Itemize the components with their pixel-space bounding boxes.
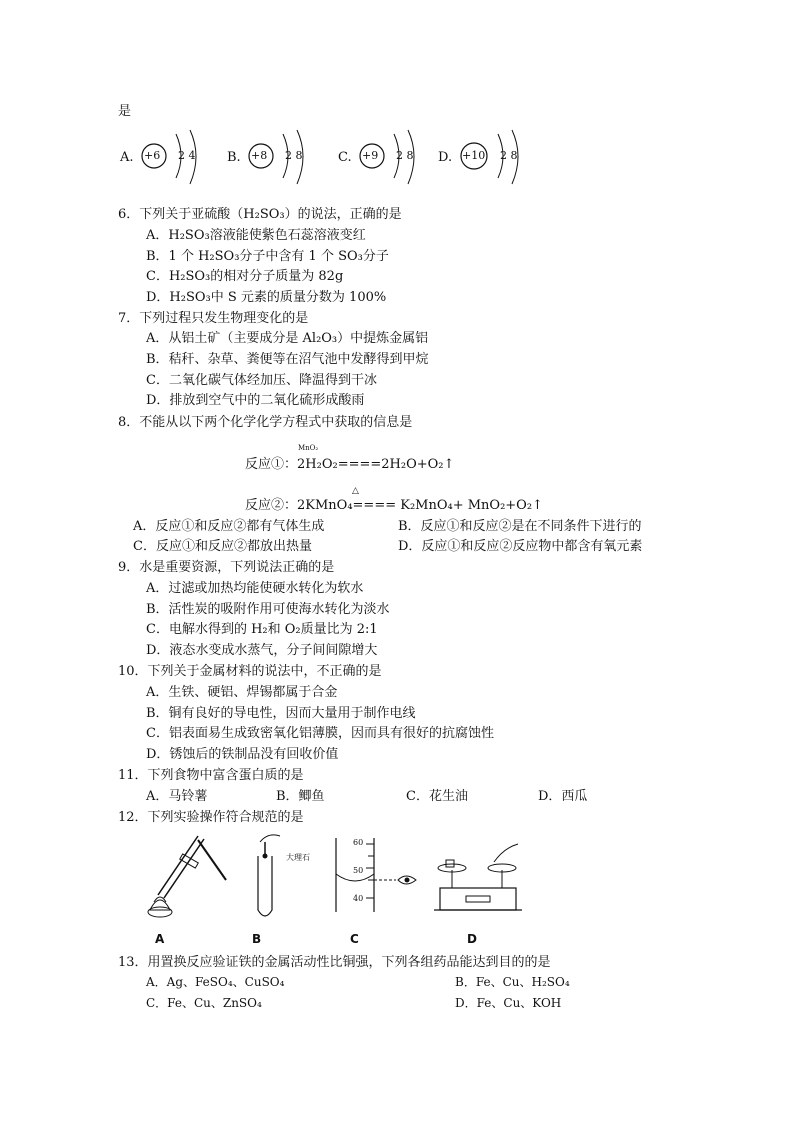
q6-option-d: D．H₂SO₃中 S 元素的质量分数为 100% [146, 290, 387, 305]
cylinder-tick-40: 40 [353, 894, 364, 903]
figure-label-b: B [252, 932, 262, 946]
option-letter: A. [120, 150, 134, 165]
atom-structure-diagram [227, 128, 317, 188]
marble-label: 大理石 [286, 853, 310, 862]
heat-condition-symbol: △ [352, 486, 359, 496]
q11-option-d: D．西瓜 [538, 789, 588, 804]
q10-option-a: A．生铁、硬铝、焊锡都属于合金 [146, 685, 338, 700]
atom-structure-diagram [120, 128, 210, 188]
q8-option-d: D．反应①和反应②反应物中都含有氧元素 [398, 539, 643, 554]
q10-option-b: B．铜有良好的导电性，因而大量用于制作电线 [146, 706, 416, 721]
atom-option-d [438, 128, 538, 188]
electron-shells: 2 4 [178, 149, 196, 162]
atom-option-b [227, 128, 317, 188]
figure-label-c: C [350, 932, 359, 946]
atom-option-c [338, 128, 428, 188]
question-11-stem: 11．下列食物中富含蛋白质的是 [118, 768, 304, 783]
q11-option-a: A．马铃薯 [146, 789, 208, 804]
q8-option-b: B．反应①和反应②是在不同条件下进行的 [398, 519, 642, 534]
question-5-stem-end: 是 [118, 104, 132, 119]
figure-label-a: A [155, 932, 165, 946]
cylinder-tick-50: 50 [353, 866, 364, 875]
q10-option-d: D．锈蚀后的铁制品没有回收价值 [146, 747, 339, 762]
atom-structure-diagram [338, 128, 428, 188]
q6-option-c: C．H₂SO₃的相对分子质量为 82g [146, 269, 344, 284]
q13-option-a: A．Ag、FeSO₄、CuSO₄ [146, 975, 285, 989]
electron-shells: 2 8 [500, 149, 518, 162]
option-letter: B. [227, 150, 241, 165]
heating-test-tube-illustration [140, 830, 235, 920]
question-12-stem: 12．下列实验操作符合规范的是 [118, 810, 304, 825]
q7-option-b: B．秸秆、杂草、粪便等在沼气池中发酵得到甲烷 [146, 352, 429, 367]
q7-option-c: C．二氧化碳气体经加压、降温得到干冰 [146, 373, 377, 388]
q11-option-c: C．花生油 [406, 789, 468, 804]
balance-scale-illustration [430, 838, 530, 918]
option-letter: D. [438, 150, 453, 165]
q13-option-d: D．Fe、Cu、KOH [455, 996, 562, 1010]
question-10-stem: 10．下列关于金属材料的说法中，不正确的是 [118, 664, 382, 679]
q7-option-a: A．从铝土矿（主要成分是 Al₂O₃）中提炼金属铝 [146, 331, 429, 346]
q13-option-c: C．Fe、Cu、ZnSO₄ [146, 996, 262, 1010]
electron-shells: 2 8 [396, 149, 414, 162]
question-6-stem: 6．下列关于亚硫酸（H₂SO₃）的说法，正确的是 [118, 207, 402, 222]
reaction-1-equation: 反应①：2H₂O₂====2H₂O+O₂↑ [245, 457, 455, 472]
nucleus-charge: +10 [462, 149, 486, 162]
nucleus-charge: +9 [362, 149, 379, 162]
marble-in-test-tube-illustration [250, 832, 310, 922]
q7-option-d: D．排放到空气中的二氧化硫形成酸雨 [146, 393, 365, 408]
atom-structure-diagram [438, 128, 538, 188]
cylinder-tick-60: 60 [353, 838, 364, 847]
nucleus-charge: +6 [144, 149, 161, 162]
atom-option-a [120, 128, 210, 188]
question-13-stem: 13．用置换反应验证铁的金属活动性比铜强，下列各组药品能达到目的的是 [118, 955, 551, 970]
question-9-stem: 9．水是重要资源，下列说法正确的是 [118, 560, 335, 575]
option-letter: C. [338, 150, 352, 165]
q13-option-b: B．Fe、Cu、H₂SO₄ [455, 975, 570, 989]
q6-option-a: A．H₂SO₃溶液能使紫色石蕊溶液变红 [146, 228, 366, 243]
q9-option-b: B．活性炭的吸附作用可使海水转化为淡水 [146, 602, 390, 617]
q6-option-b: B．1 个 H₂SO₃分子中含有 1 个 SO₃分子 [146, 249, 389, 264]
q9-option-d: D．液态水变成水蒸气，分子间间隙增大 [146, 643, 378, 658]
nucleus-charge: +8 [251, 149, 268, 162]
catalyst-label: MnO₂ [298, 444, 319, 452]
question-7-stem: 7．下列过程只发生物理变化的是 [118, 311, 309, 326]
q8-option-c: C．反应①和反应②都放出热量 [133, 539, 312, 554]
q11-option-b: B．鲫鱼 [276, 789, 325, 804]
q10-option-c: C．铝表面易生成致密氧化铝薄膜，因而具有很好的抗腐蚀性 [146, 726, 494, 741]
figure-label-d: D [467, 932, 477, 946]
reaction-2-equation: 反应②：2KMnO₄==== K₂MnO₄+ MnO₂+O₂↑ [245, 498, 543, 513]
question-8-stem: 8．不能从以下两个化学化学方程式中获取的信息是 [118, 415, 413, 430]
graduated-cylinder-illustration [332, 836, 432, 916]
q9-option-c: C．电解水得到的 H₂和 O₂质量比为 2:1 [146, 622, 378, 637]
electron-shells: 2 8 [285, 149, 303, 162]
q8-option-a: A．反应①和反应②都有气体生成 [133, 519, 325, 534]
q9-option-a: A．过滤或加热均能使硬水转化为软水 [146, 581, 364, 596]
